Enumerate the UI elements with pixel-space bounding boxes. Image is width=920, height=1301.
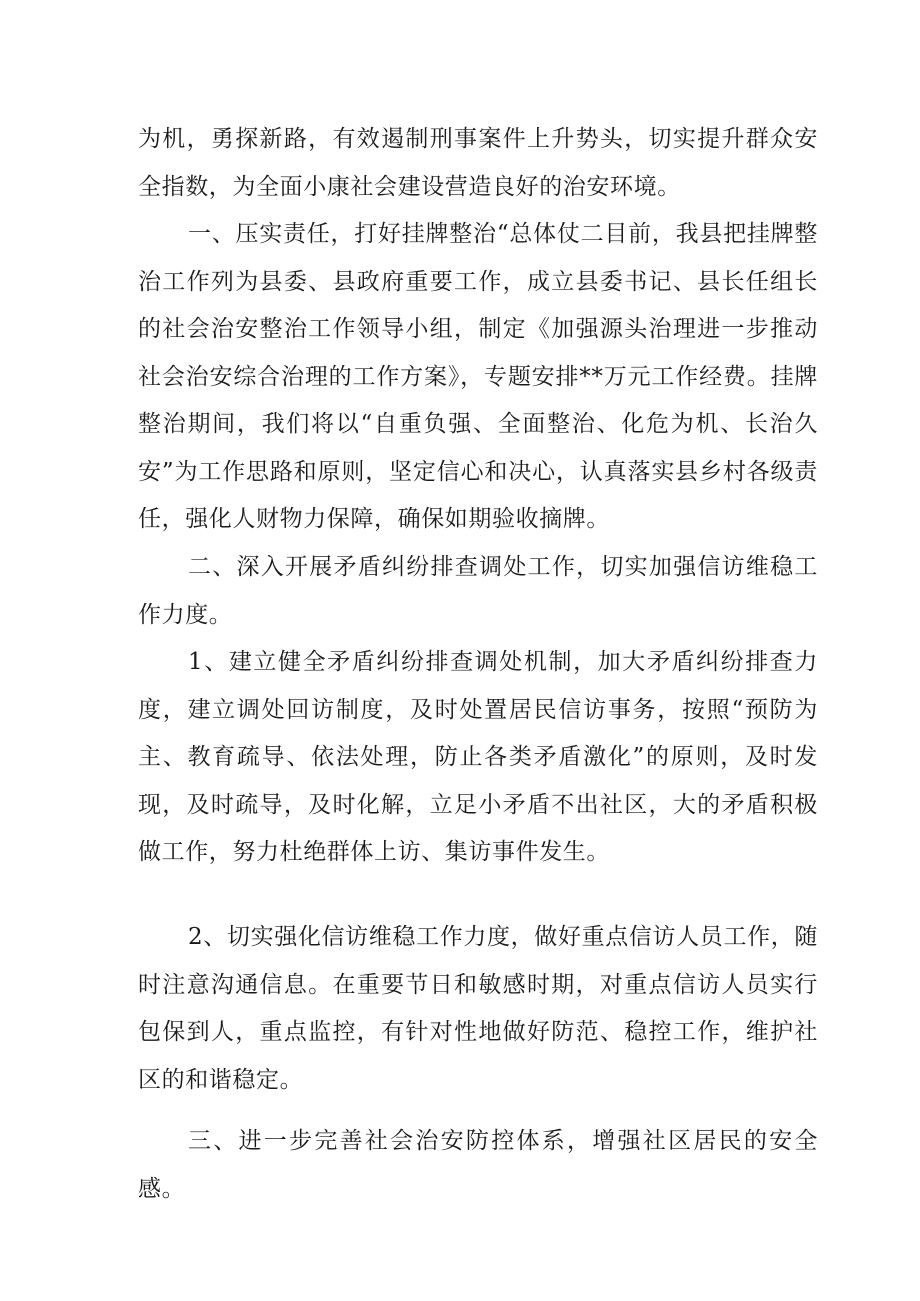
paragraph-item-one: 1、建立健全矛盾纠纷排查调处机制，加大矛盾纠纷排查力度，建立调处回访制度，及时处置居民信访事务，按照“预防为主、教育疏导、依法处理，防止各类矛盾激化”的原则，及时发现，及时疏导，及时化解，立足小矛盾不出社区，大的矛盾积极做工作，努力杜绝群体上访、集访事件发生。 (138, 649, 818, 865)
paragraph-section-two-heading: 二、深入开展矛盾纠纷排查调处工作，切实加强信访维稳工作力度。 (138, 554, 818, 628)
paragraph-section-three-heading: 三、进一步完善社会治安防控体系，增强社区居民的安全感。 (138, 1128, 818, 1202)
paragraph-item-two: 2、切实强化信访维稳工作力度，做好重点信访人员工作，随时注意沟通信息。在重要节日和敏感时期，对重点信访人员实行包保到人，重点监控，有针对性地做好防范、稳控工作，维护社区的和谐稳定。 (138, 924, 818, 1093)
paragraph-continuation: 为机，勇探新路，有效遏制刑事案件上升势头，切实提升群众安全指数，为全面小康社会建设营造良好的治安环境。 (138, 126, 818, 200)
paragraph-section-one: 一、压实责任，打好挂牌整治“总体仗二目前，我县把挂牌整治工作列为县委、县政府重要工作，成立县委书记、县长任组长的社会治安整治工作领导小组，制定《加强源头治理进一步推动社会治安综合治理的工作方案》，专题安排**万元工作经费。挂牌整治期间，我们将以“自重负强、全面整治、化危为机、长治久安”为工作思路和原则，坚定信心和决心，认真落实县乡村各级责任，强化人财物力保障，确保如期验收摘牌。 (138, 221, 818, 532)
